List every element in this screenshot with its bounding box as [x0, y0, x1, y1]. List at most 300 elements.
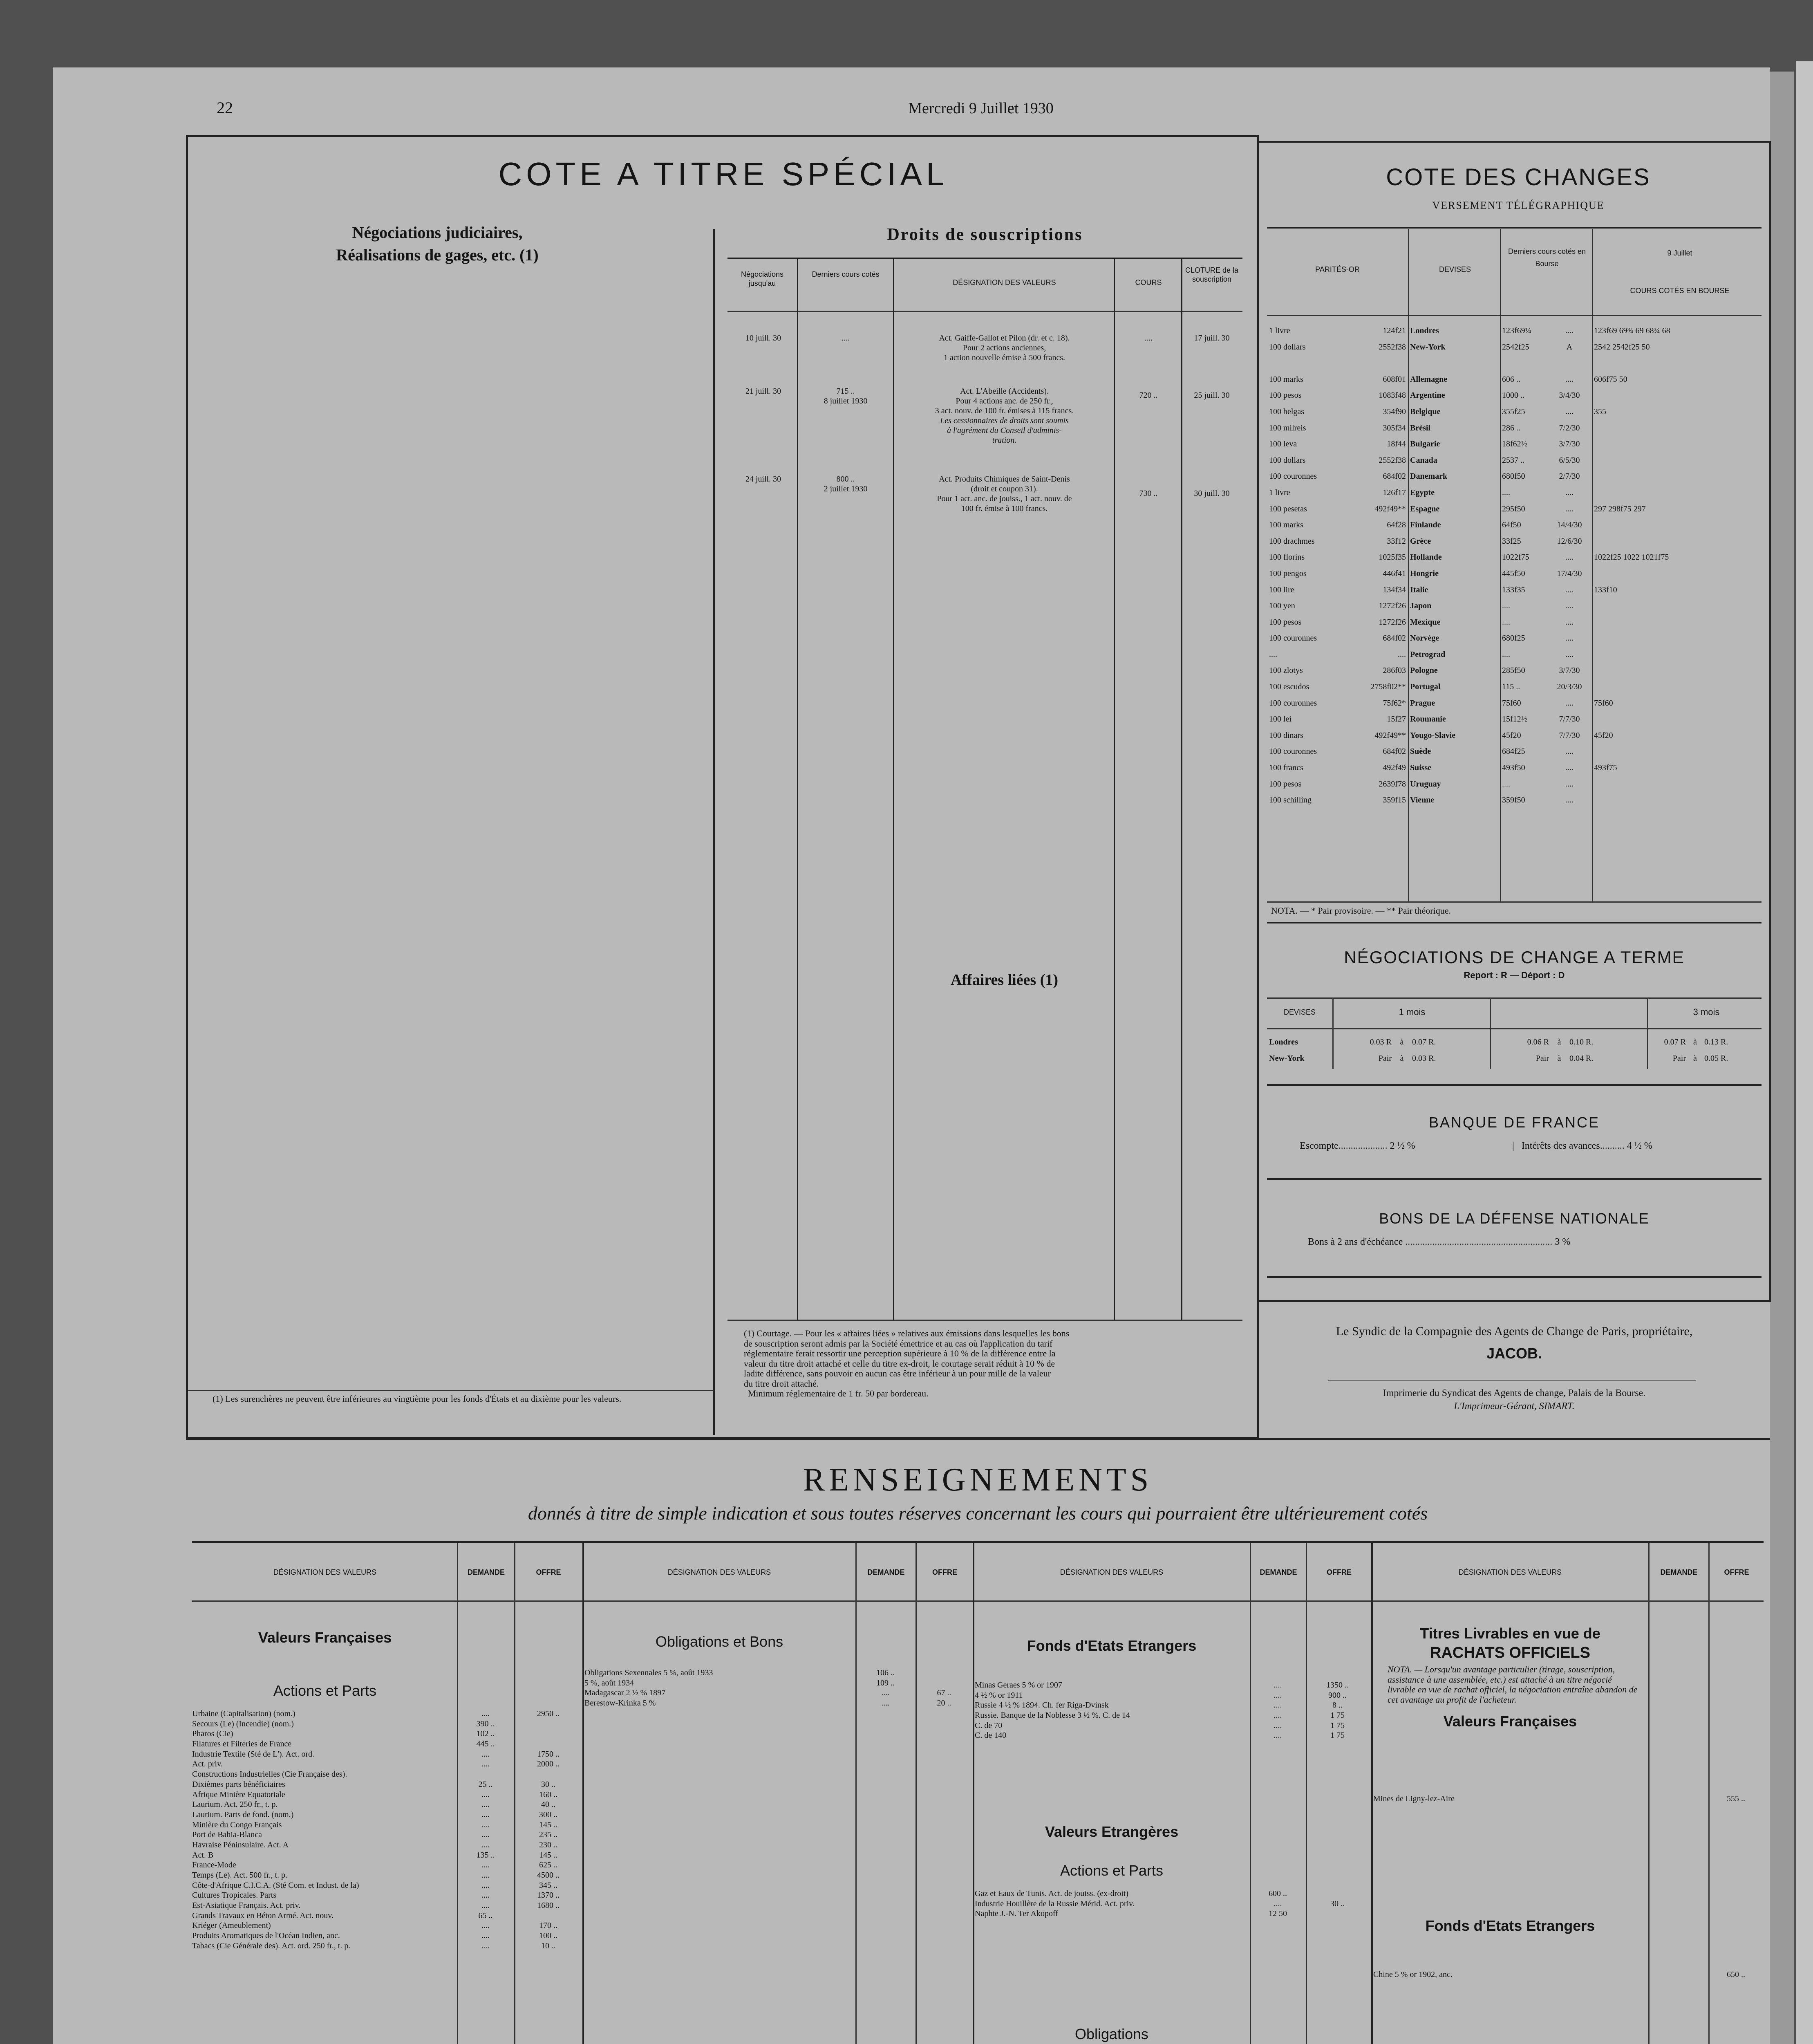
- terme-cell: New-York: [1269, 1053, 1305, 1063]
- changes-cell: 1 livre: [1269, 326, 1290, 335]
- changes-cell: 6/5/30: [1559, 455, 1580, 465]
- rens-offre: 4500 ..: [537, 1871, 560, 1880]
- changes-cell: 492f49**: [1374, 504, 1406, 513]
- rens-c4-heading: Titres Livrables en vue de: [1420, 1625, 1600, 1642]
- rens-designation: C. de 140: [975, 1731, 1007, 1740]
- rens-c4-list2: [1373, 1970, 1764, 1980]
- rens-row: [584, 1688, 973, 1698]
- changes-cell: 608f01: [1383, 374, 1406, 384]
- special-title: COTE A TITRE SPÉCIAL: [498, 156, 949, 192]
- changes-cell: ....: [1398, 650, 1406, 659]
- droits-row-1-designation: Act. Gaiffe-Gallot et Pilon (dr. et c. 18). Pour 2 actions anciennes, 1 action nouvelle émise à 500 francs.: [939, 334, 1070, 362]
- rens-row: [192, 1870, 582, 1880]
- rens-title: RENSEIGNEMENTS: [803, 1462, 1153, 1498]
- changes-cell: Roumanie: [1410, 715, 1446, 724]
- rens-c2-head-demande: DEMANDE: [867, 1568, 905, 1576]
- changes-cell: A: [1566, 342, 1573, 352]
- rens-c3-heading2: Valeurs Etrangères: [1045, 1823, 1179, 1840]
- droits-row-3-date: 24 juill. 30: [745, 475, 781, 484]
- changes-cell: 355: [1594, 407, 1606, 416]
- changes-cell: 100 pesetas: [1269, 504, 1307, 513]
- changes-cell: 75f62*: [1383, 698, 1406, 708]
- rens-offre: [514, 1739, 582, 1749]
- changes-cell: [1592, 517, 1766, 533]
- changes-cell: 680f50: [1502, 472, 1525, 481]
- changes-cell: 15f12½: [1502, 715, 1527, 724]
- rens-row: [975, 1730, 1369, 1741]
- changes-row: [1267, 598, 1766, 614]
- changes-cell: 100 florins: [1269, 553, 1305, 562]
- rens-head-bottom: [192, 1600, 1764, 1602]
- changes-cell: 2/7/30: [1559, 472, 1580, 481]
- rens-top-rule: [186, 1438, 1770, 1440]
- rens-demande: ....: [1274, 1721, 1282, 1730]
- rens-c1-heading: Valeurs Françaises: [258, 1629, 392, 1646]
- changes-cell: 45f20: [1594, 731, 1613, 740]
- terme-cell: à: [1400, 1053, 1404, 1063]
- droits-row-2-cours: 720 ..: [1139, 391, 1158, 400]
- rens-designation: Minière du Congo Français: [192, 1820, 282, 1829]
- rens-row: [192, 1830, 582, 1840]
- changes-cell: [1592, 776, 1766, 793]
- changes-cell: Egypte: [1410, 488, 1435, 497]
- rens-designation: Grands Travaux en Béton Armé. Act. nouv.: [192, 1911, 334, 1920]
- changes-cell: Norvège: [1410, 634, 1439, 643]
- rens-demande: ....: [481, 1931, 490, 1941]
- rens-row: [192, 1880, 582, 1891]
- rens-demande: [457, 1769, 514, 1780]
- changes-cell: ....: [1565, 374, 1574, 384]
- changes-cell: 33f25: [1502, 536, 1521, 546]
- rens-c3-list2: [975, 1889, 1369, 1919]
- rens-demande: 106 ..: [876, 1668, 895, 1677]
- rens-demande: ....: [481, 1871, 490, 1880]
- rens-demande: ....: [481, 1860, 490, 1870]
- rens-designation: Gaz et Eaux de Tunis. Act. de jouiss. (ex-droit): [975, 1889, 1129, 1898]
- droits-head-dernier: Derniers cours cotés: [812, 270, 880, 278]
- changes-cell: Brésil: [1410, 423, 1430, 433]
- terme-table: [1267, 1034, 1764, 1067]
- changes-cell: Suisse: [1410, 763, 1432, 773]
- rens-offre: 30 ..: [541, 1780, 555, 1789]
- rens-c4-head-offre: OFFRE: [1724, 1568, 1749, 1576]
- rens-demande: ....: [481, 1749, 490, 1759]
- rens-offre: 145 ..: [539, 1820, 557, 1829]
- rens-c3-head-designation: DÉSIGNATION DES VALEURS: [1060, 1568, 1164, 1576]
- rens-row: [192, 1810, 582, 1820]
- bons-bottom-rule: [1267, 1276, 1762, 1278]
- rens-row: [975, 1889, 1369, 1899]
- rens-offre: 345 ..: [539, 1880, 557, 1890]
- rens-designation: Port de Bahia-Blanca: [192, 1830, 262, 1840]
- changes-row: [1267, 695, 1766, 712]
- changes-cell: 100 belgas: [1269, 407, 1305, 416]
- changes-row: [1267, 323, 1766, 339]
- terme-cell: Pair: [1378, 1053, 1392, 1063]
- syndic-rule: [1328, 1380, 1696, 1381]
- rens-designation: Secours (Le) (Incendie) (nom.): [192, 1719, 294, 1728]
- rens-demande: ....: [1274, 1690, 1282, 1700]
- rens-offre: 40 ..: [541, 1800, 555, 1809]
- changes-cell: Japon: [1410, 601, 1432, 611]
- droits-head-designation: DÉSIGNATION DES VALEURS: [953, 278, 1056, 287]
- droits-col-4: [1181, 258, 1182, 1320]
- changes-row: [1267, 339, 1766, 356]
- droits-row-3-dernier: 800 .. 2 juillet 1930: [824, 475, 868, 493]
- changes-cell: ....: [1565, 326, 1574, 335]
- changes-cell: 606f75 50: [1594, 374, 1627, 384]
- droits-row-3-cours: 730 ..: [1139, 489, 1158, 498]
- droits-head-date: Négociations jusqu'au: [741, 270, 784, 287]
- rens-rule-3: [582, 1543, 584, 2044]
- changes-cell: 123f69¼: [1502, 326, 1531, 335]
- changes-cell: 684f25: [1502, 747, 1525, 756]
- changes-cell: 100 leva: [1269, 439, 1297, 449]
- terme-cell: Londres: [1269, 1038, 1298, 1047]
- banque-escompte: Escompte.................... 2 ½ %: [1300, 1141, 1415, 1151]
- changes-cell: 100 lei: [1269, 715, 1291, 724]
- rens-offre: [514, 1719, 582, 1729]
- rens-demande: 390 ..: [476, 1719, 495, 1728]
- rens-offre: [514, 1769, 582, 1780]
- terme-cell: 0.03 R.: [1412, 1053, 1436, 1063]
- rens-designation: Minas Geraes 5 % or 1907: [975, 1681, 1062, 1690]
- bons-top-rule: [1267, 1178, 1762, 1180]
- changes-cell: [1592, 663, 1766, 679]
- changes-row: [1267, 404, 1766, 420]
- rens-rule-5: [915, 1543, 917, 2044]
- changes-cell: ....: [1565, 634, 1574, 643]
- rens-c2-head-offre: OFFRE: [932, 1568, 957, 1576]
- droits-row-2-dernier: 715 .. 8 juillet 1930: [824, 387, 868, 406]
- banque-interets: | Intérêts des avances.......... 4 ½ %: [1512, 1141, 1652, 1151]
- rens-offre: 160 ..: [539, 1790, 557, 1799]
- changes-cell: 18f44: [1387, 439, 1406, 449]
- changes-cell: 286f03: [1383, 666, 1406, 675]
- terme-cell: 0.10 R.: [1569, 1038, 1594, 1047]
- changes-cell: ....: [1565, 553, 1574, 562]
- rens-designation: Kriéger (Ameublement): [192, 1921, 271, 1930]
- rens-designation: Berestow-Krinka 5 %: [584, 1699, 656, 1708]
- rens-c4-head-demande: DEMANDE: [1660, 1568, 1698, 1576]
- changes-cell: 45f20: [1502, 731, 1521, 740]
- surencheres-footnote: (1) Les surenchères ne peuvent être inférieures au vingtième pour les fonds d'États et au dixième pour les valeurs.: [213, 1394, 622, 1404]
- changes-cell: 115 ..: [1502, 682, 1520, 692]
- rens-offre: 10 ..: [541, 1941, 555, 1950]
- rens-row: [192, 1790, 582, 1800]
- rens-designation: Act. B: [192, 1850, 214, 1860]
- changes-row: [1267, 792, 1766, 809]
- changes-cell: ....: [1565, 763, 1574, 773]
- changes-cell: 100 schilling: [1269, 796, 1312, 805]
- rens-designation: Mines de Ligny-lez-Aire: [1373, 1794, 1455, 1803]
- changes-cell: 100 escudos: [1269, 682, 1309, 692]
- changes-cell: ....: [1565, 617, 1574, 627]
- changes-cell: 286 ..: [1502, 423, 1520, 433]
- rens-offre: 1 75: [1330, 1721, 1345, 1730]
- rens-row: [192, 1840, 582, 1850]
- rens-offre: [1306, 1889, 1369, 1899]
- changes-cell: 123f69 69¾ 69 68¾ 68: [1594, 326, 1670, 335]
- rens-row: [192, 1719, 582, 1729]
- rens-row: [975, 1899, 1369, 1909]
- changes-cell: 7/2/30: [1559, 423, 1580, 433]
- rens-designation: Côte-d'Afrique C.I.C.A. (Sté Com. et Indust. de la): [192, 1880, 359, 1890]
- rens-demande: ....: [481, 1759, 490, 1769]
- changes-cell: [1592, 453, 1766, 469]
- changes-cell: [1592, 630, 1766, 647]
- rens-demande: ....: [1274, 1731, 1282, 1740]
- changes-row: [1267, 453, 1766, 469]
- terme-cell: à: [1557, 1038, 1561, 1047]
- changes-cell: 297 298f75 297: [1594, 504, 1646, 513]
- rens-offre: 625 ..: [539, 1860, 557, 1870]
- rens-row: [192, 1729, 582, 1739]
- changes-cell: Prague: [1410, 698, 1435, 708]
- changes-row: [1267, 372, 1766, 388]
- rens-demande: ....: [481, 1901, 490, 1910]
- changes-cell: ....: [1502, 601, 1510, 611]
- changes-cell: [1349, 355, 1408, 372]
- changes-cell: Vienne: [1410, 796, 1435, 805]
- changes-cell: 493f75: [1594, 763, 1617, 773]
- changes-cell: 2542 2542f25 50: [1594, 342, 1650, 352]
- changes-cell: 20/3/30: [1557, 682, 1582, 692]
- terme-cell: 0.03 R: [1370, 1038, 1392, 1047]
- droits-row-1-cours: ....: [1144, 334, 1153, 343]
- changes-nota: NOTA. — * Pair provisoire. — ** Pair théorique.: [1271, 905, 1451, 916]
- changes-subtitle: VERSEMENT TÉLÉGRAPHIQUE: [1432, 199, 1605, 211]
- changes-cell: [1592, 598, 1766, 614]
- rens-designation: C. de 70: [975, 1721, 1003, 1730]
- rens-demande: ....: [481, 1921, 490, 1930]
- changes-cell: [1592, 792, 1766, 809]
- rens-head-top: [192, 1541, 1764, 1543]
- rens-c4-nota: NOTA. — Lorsqu'un avantage particulier (tirage, souscription, assistance à une assemblée, etc.) est attaché à un titre négocié livrable en vue de rachat officiel, la négociation entraîne abandon de cet avantage au profit de l'acheteur.: [1388, 1664, 1638, 1705]
- droits-row-3-cloture: 30 juill. 30: [1194, 489, 1230, 498]
- rens-c2-list: [584, 1668, 973, 1708]
- rens-row: [584, 1668, 973, 1678]
- terme-head-top: [1267, 997, 1762, 999]
- changes-cell: 1 livre: [1269, 488, 1290, 497]
- changes-cell: [1592, 420, 1766, 437]
- changes-cell: [1592, 679, 1766, 695]
- rens-c1-head-demande: DEMANDE: [467, 1568, 505, 1576]
- changes-row: [1267, 776, 1766, 793]
- rens-demande: ....: [481, 1820, 490, 1829]
- rens-designation: Tabacs (Cie Générale des). Act. ord. 250 fr., t. p.: [192, 1941, 351, 1950]
- changes-cell: [1592, 647, 1766, 663]
- changes-title: COTE DES CHANGES: [1386, 164, 1651, 191]
- rens-offre: 1750 ..: [537, 1749, 560, 1759]
- droits-col-1: [797, 258, 798, 1320]
- changes-cell: Italie: [1410, 585, 1428, 594]
- changes-cell: ....: [1565, 585, 1574, 594]
- rens-designation: Madagascar 2 ½ % 1897: [584, 1688, 666, 1698]
- changes-cell: [1592, 355, 1766, 372]
- rens-row: [192, 1769, 582, 1780]
- changes-cell: 606 ..: [1502, 374, 1520, 384]
- changes-row: [1267, 760, 1766, 776]
- changes-top-rule: [1267, 227, 1762, 229]
- rens-row: [192, 1921, 582, 1931]
- changes-cell: [1592, 711, 1766, 728]
- rens-offre: 67 ..: [937, 1688, 951, 1698]
- bons-line: Bons à 2 ans d'échéance ............................................................ 3 %: [1308, 1237, 1571, 1247]
- changes-cell: ....: [1502, 779, 1510, 789]
- droits-head-cours: COURS: [1135, 278, 1162, 287]
- changes-cell: 17/4/30: [1557, 569, 1582, 578]
- negociations-title: Négociations judiciaires,: [352, 223, 523, 242]
- rens-demande: ....: [481, 1800, 490, 1809]
- rens-row: [192, 1780, 582, 1790]
- changes-cell: [1267, 355, 1349, 372]
- changes-row: [1267, 501, 1766, 518]
- terme-row: [1267, 1034, 1764, 1051]
- changes-cell: Bulgarie: [1410, 439, 1440, 449]
- rens-rule-7: [1250, 1543, 1251, 2044]
- rens-row: [192, 1759, 582, 1769]
- rens-offre: 650 ..: [1727, 1970, 1745, 1979]
- terme-head-bottom: [1267, 1028, 1762, 1029]
- rens-c2-head-designation: DÉSIGNATION DES VALEURS: [667, 1568, 771, 1576]
- page-date: Mercredi 9 Juillet 1930: [908, 100, 1054, 117]
- page-number: 22: [217, 99, 233, 117]
- changes-cell: Suède: [1410, 747, 1431, 756]
- realisations-title: Réalisations de gages, etc. (1): [336, 246, 539, 264]
- changes-cell: [1592, 566, 1766, 582]
- changes-cell: 100 pesos: [1269, 617, 1302, 627]
- rens-designation: Russie. Banque de la Noblesse 3 ½ %. C. de 14: [975, 1711, 1130, 1720]
- rens-designation: Naphte J.-N. Ter Akopoff: [975, 1909, 1058, 1918]
- rens-row: [1373, 1794, 1764, 1804]
- rens-subtitle: donnés à titre de simple indication et sous toutes réserves concernant les cours qui pourraient être ultérieurement cotés: [528, 1503, 1428, 1524]
- terme-cell: 0.07 R: [1664, 1038, 1686, 1047]
- rens-demande: ....: [481, 1830, 490, 1840]
- rens-offre: 900 ..: [1328, 1690, 1347, 1700]
- changes-cell: 133f35: [1502, 585, 1525, 594]
- changes-cell: Portugal: [1410, 682, 1441, 692]
- changes-cell: 100 zlotys: [1269, 666, 1303, 675]
- gerant-line: L'Imprimeur-Gérant, SIMART.: [1454, 1401, 1575, 1412]
- rens-designation: Dixièmes parts bénéficiaires: [192, 1780, 285, 1789]
- changes-cell: 684f02: [1383, 472, 1406, 481]
- rens-row: [975, 1909, 1369, 1919]
- page-edge: [1770, 72, 1794, 2044]
- changes-cell: Londres: [1410, 326, 1439, 335]
- rens-row: [975, 1680, 1369, 1690]
- banque-top-rule: [1267, 1084, 1762, 1086]
- changes-row: [1267, 436, 1766, 453]
- rens-row: [192, 1820, 582, 1830]
- rens-row: [192, 1931, 582, 1941]
- rens-c3-head-offre: OFFRE: [1327, 1568, 1352, 1576]
- changes-row: [1267, 582, 1766, 598]
- rens-designation: 4 ½ % or 1911: [975, 1690, 1023, 1700]
- rens-designation: France-Mode: [192, 1860, 236, 1870]
- rens-rule-9: [1371, 1543, 1373, 2044]
- changes-cell: 100 couronnes: [1269, 634, 1317, 643]
- changes-cell: 100 lire: [1269, 585, 1294, 594]
- changes-cell: Yougo-Slavie: [1410, 731, 1456, 740]
- changes-cell: 100 dinars: [1269, 731, 1303, 740]
- changes-cell: 100 yen: [1269, 601, 1295, 611]
- changes-cell: 133f10: [1594, 585, 1617, 594]
- rens-designation: Chine 5 % or 1902, anc.: [1373, 1970, 1453, 1979]
- changes-cell: 100 marks: [1269, 520, 1303, 530]
- changes-cell: 100 pengos: [1269, 569, 1307, 578]
- changes-cell: [1500, 355, 1547, 372]
- rens-designation: Pharos (Cie): [192, 1729, 233, 1739]
- rens-offre: 145 ..: [539, 1850, 557, 1860]
- rens-offre: 100 ..: [539, 1931, 557, 1941]
- changes-cell: Uruguay: [1410, 779, 1441, 789]
- rens-designation: Industrie Houillère de la Russie Mérid. Act. priv.: [975, 1899, 1135, 1908]
- terme-cell: à: [1557, 1053, 1561, 1063]
- rens-demande: ....: [481, 1891, 490, 1900]
- changes-cell: [1592, 744, 1766, 760]
- changes-head-rule: [1267, 315, 1762, 316]
- changes-cell: ....: [1565, 796, 1574, 805]
- rens-row: [192, 1860, 582, 1870]
- changes-cell: Espagne: [1410, 504, 1440, 513]
- droits-title: Droits de souscriptions: [887, 225, 1083, 244]
- bons-title: BONS DE LA DÉFENSE NATIONALE: [1379, 1210, 1650, 1227]
- rens-c3-heading3: Obligations: [1074, 2026, 1149, 2042]
- droits-bottom-rule: [727, 1320, 1242, 1321]
- changes-cell: 492f49**: [1374, 731, 1406, 740]
- rens-designation: Filatures et Filteries de France: [192, 1739, 292, 1749]
- rens-row: [192, 1709, 582, 1719]
- special-frame: [186, 135, 1259, 1439]
- changes-cell: 64f28: [1387, 520, 1406, 530]
- changes-cell: 2542f25: [1502, 342, 1529, 352]
- rens-row: [192, 1941, 582, 1951]
- rens-demande: ....: [481, 1880, 490, 1890]
- changes-cell: Canada: [1410, 455, 1437, 465]
- rens-c4-sub: Valeurs Françaises: [1443, 1713, 1577, 1730]
- rens-row: [192, 1800, 582, 1810]
- changes-row: [1267, 355, 1766, 372]
- terme-top-rule: [1267, 922, 1762, 923]
- rens-demande: ....: [481, 1709, 490, 1718]
- changes-cell: 305f34: [1383, 423, 1406, 433]
- rens-designation: Russie 4 ½ % 1894. Ch. fer Riga-Dvinsk: [975, 1701, 1109, 1710]
- rens-c3-sub2: Actions et Parts: [1060, 1862, 1164, 1879]
- changes-cell: 1022f25 1022 1021f75: [1594, 553, 1669, 562]
- changes-cell: 12/6/30: [1557, 536, 1582, 546]
- rens-rule-4: [855, 1543, 857, 2044]
- changes-cell: 3/7/30: [1559, 439, 1580, 449]
- changes-cell: Grèce: [1410, 536, 1431, 546]
- changes-cell: 100 marks: [1269, 374, 1303, 384]
- rens-designation: Afrique Minière Equatoriale: [192, 1790, 285, 1799]
- changes-cell: Finlande: [1410, 520, 1441, 530]
- footnote-rule: [188, 1390, 713, 1391]
- changes-cell: 124f21: [1383, 326, 1406, 335]
- special-divider: [713, 229, 715, 1435]
- terme-cell: 0.07 R.: [1412, 1038, 1436, 1047]
- rens-demande: 600 ..: [1269, 1889, 1287, 1898]
- rens-rule-6: [973, 1543, 974, 2044]
- droits-col-3: [1114, 258, 1115, 1320]
- rens-offre: 30 ..: [1330, 1899, 1345, 1908]
- terme-head-devises: DEVISES: [1283, 1008, 1316, 1016]
- changes-bottom-rule: [1267, 901, 1762, 903]
- rens-demande: ....: [481, 1790, 490, 1799]
- rens-offre: [915, 1668, 973, 1678]
- rens-demande: [1648, 1970, 1708, 1980]
